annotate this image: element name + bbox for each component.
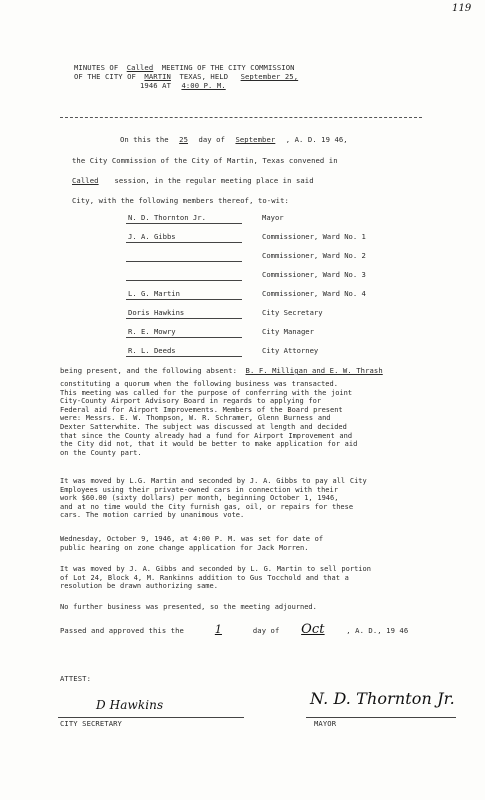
approval-prefix: Passed and approved this the [60,626,184,635]
page-number: 119 [452,3,472,14]
member-role: Commissioner, Ward No. 1 [262,232,366,241]
paragraph-line: of Lot 24, Block 4, M. Rankinns addition to Gus Tocchold and that a [60,573,349,582]
approval-ad-year: , A. D., 19 46 [346,626,409,635]
member-role: Commissioner, Ward No. 3 [262,270,366,279]
member-name: J. A. Gibbs [128,232,176,241]
member-name-line [126,318,242,319]
member-name: R. E. Mowry [128,327,176,336]
member-role: City Manager [262,327,314,336]
absent-label: being present, and the following absent: [60,366,238,375]
member-name-line [126,299,242,300]
member-role: Commissioner, Ward No. 2 [262,251,366,260]
paragraph-line: It was moved by J. A. Gibbs and seconded by L. G. Martin to sell portion [60,565,371,573]
header-of-city: OF THE CITY OF [74,72,136,81]
absent-names: B. F. Milligan and E. W. Thrash [245,366,383,375]
approval-day: 1 [214,623,222,636]
member-name-line [126,356,242,357]
member-name: L. G. Martin [128,289,180,298]
absent-line [60,366,383,375]
paragraph-hearing [60,535,460,552]
member-role: Mayor [262,213,284,222]
intro-session-type: Called [72,176,99,185]
member-role: City Secretary [262,308,323,317]
header-line1 [74,63,295,72]
header-date: September 25, [240,72,299,81]
header-line2 [74,72,298,81]
intro-day-of: day of [198,135,226,144]
paragraph-line: the City did not, that it would be better to make application for aid [60,440,358,449]
paragraph-line: on the County part. [60,448,142,457]
member-name-line [126,280,242,281]
paragraph-line: were: Messrs. E. W. Thompson, W. R. Schramer, Glenn Burness and [60,414,331,423]
mayor-label: MAYOR [314,719,337,728]
secretary-signature: D Hawkins [96,698,164,712]
header-minutes-of: MINUTES OF [74,63,119,72]
paragraph-line: resolution be drawn authorizing same. [60,582,218,591]
header-line3 [140,81,226,90]
intro-line4: City, with the following members thereof, to-wit: [72,196,289,205]
paragraph-line: Employees using their private-owned cars in connection with their [60,485,338,494]
intro-on-this-the: On this the [120,135,169,144]
paragraph-line: and at no time would the City furnish gas, oil, or repairs for these [60,502,354,511]
intro-session-text: session, in the regular meeting place in said [114,176,314,185]
paragraph-line: cars. The motion carried by unanimous vote. [60,511,245,520]
paragraph-lot-sale [60,565,460,591]
member-name-line [126,223,242,224]
intro-line2: the City Commission of the City of Martin, Texas convened in [72,156,338,165]
paragraph-line: constituting a quorum when the following business was transacted. [60,380,338,388]
member-name: Doris Hawkins [128,308,185,317]
paragraph-line: work $60.00 (sixty dollars) per month, beginning October 1, 1946, [60,494,339,503]
approval-month: Oct [301,622,325,637]
header-meeting-of: MEETING OF THE CITY COMMISSION [161,63,295,72]
header-held: TEXAS, HELD [179,72,229,81]
intro-line3 [72,176,314,185]
member-name: R. L. Deeds [128,346,176,355]
member-name-line [126,337,242,338]
paragraph-line: This meeting was called for the purpose of conferring with the joint [60,388,353,397]
paragraph-line: Dexter Satterwhite. The subject was discussed at length and decided [60,422,347,431]
paragraph-line: City-County Airport Advisory Board in regards to applying for [60,397,322,406]
mayor-signature-line [306,717,456,718]
intro-day: 25 [179,135,188,144]
member-role: Commissioner, Ward No. 4 [262,289,366,298]
paragraph-car-allowance [60,477,460,520]
approval-line [60,622,409,637]
header-city: MARTIN [144,72,171,81]
intro-month: September [235,135,276,144]
paragraph-line: It was moved by L.G. Martin and seconded by J. A. Gibbs to pay all City [60,477,367,485]
header-year: 1946 AT [140,81,171,90]
header-time: 4:00 P. M. [181,81,226,90]
paragraph-line: public hearing on zone change application for Jack Morren. [60,543,309,552]
paragraph-line: Federal aid for Airport Improvements. Members of the Board present [60,405,343,414]
intro-ad-year: , A. D. 19 46, [285,135,348,144]
paragraph-line: Wednesday, October 9, 1946, at 4:00 P. M. was set for date of [60,535,324,543]
paragraph-adjourn: No further business was presented, so the meeting adjourned. [60,603,317,611]
secretary-signature-line [58,717,244,718]
header-divider [60,117,422,118]
paragraph-airport [60,380,460,457]
intro-line1 [120,135,348,144]
header-meeting-type: Called [126,63,154,72]
member-role: City Attorney [262,346,319,355]
member-name-line [126,242,242,243]
secretary-label: CITY SECRETARY [60,719,122,728]
approval-day-of: day of [252,626,280,635]
paragraph-line: that since the County already had a fund for Airport Improvement and [60,431,353,440]
member-name-line [126,261,242,262]
member-name: N. D. Thornton Jr. [128,213,206,222]
attest-label: ATTEST: [60,674,91,683]
mayor-signature: N. D. Thornton Jr. [310,689,455,708]
